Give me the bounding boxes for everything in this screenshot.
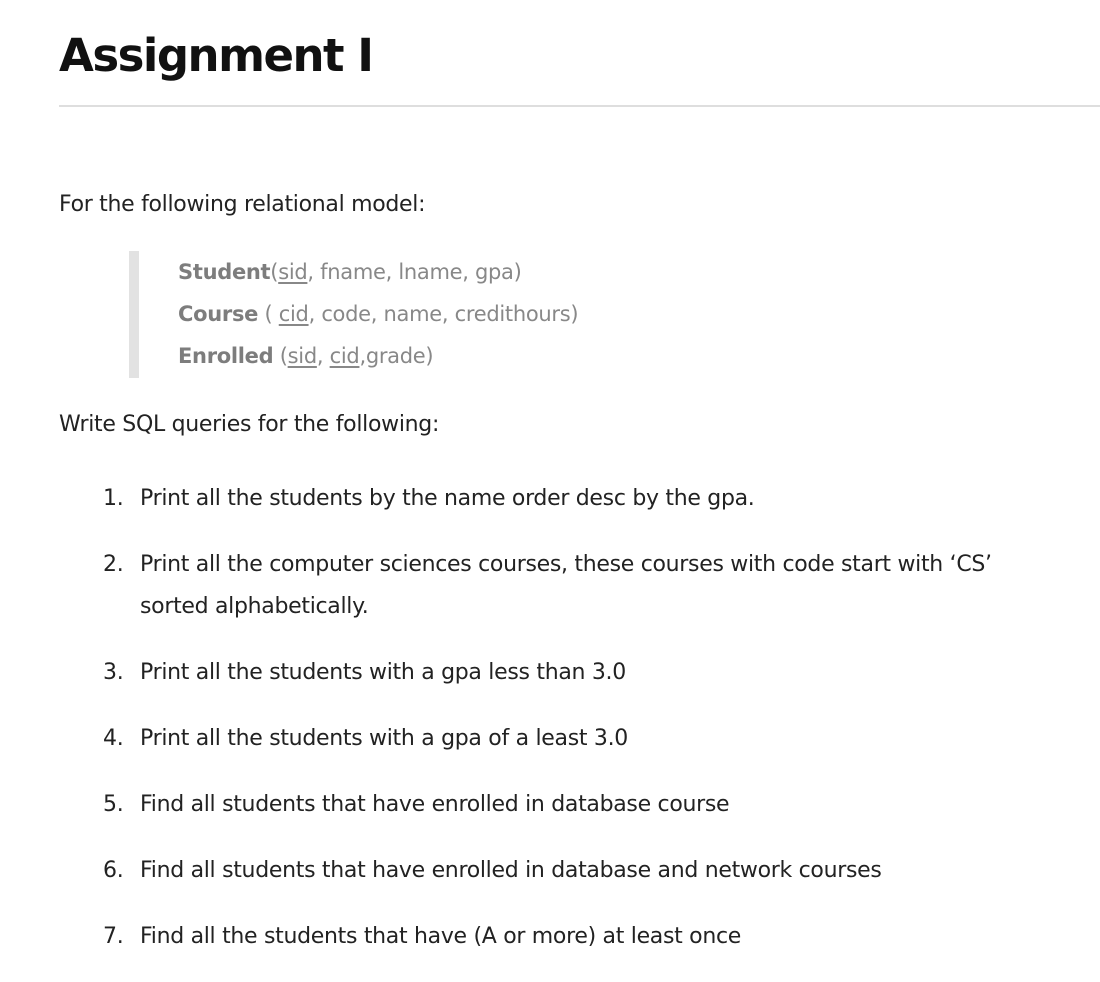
item-number: 6.: [103, 858, 124, 883]
relation-attributes: , code, name, credithours): [308, 302, 579, 326]
item-number: 3.: [103, 660, 124, 685]
key-separator: ,: [316, 344, 330, 368]
item-text: Print all the computer sciences courses, these courses with code start with ‘CS’ sorted alphabetically.: [140, 552, 992, 619]
relation-course: [178, 299, 578, 329]
question-list: [103, 478, 1053, 982]
list-item: [103, 850, 1053, 892]
relation-attributes: , fname, lname, gpa): [307, 260, 522, 284]
primary-key: sid: [278, 260, 308, 284]
item-text: Find all students that have enrolled in database course: [140, 792, 730, 817]
relation-open: (: [258, 302, 279, 326]
list-item: [103, 544, 1053, 628]
list-item: [103, 784, 1053, 826]
intro-text: For the following relational model:: [59, 192, 426, 217]
relation-name: Student: [178, 260, 271, 284]
item-text: Find all the students that have (A or more) at least once: [140, 924, 741, 949]
item-number: 4.: [103, 726, 124, 751]
item-number: 2.: [103, 552, 124, 577]
relation-attributes: ,grade): [359, 344, 434, 368]
item-number: 7.: [103, 924, 124, 949]
item-text: Print all the students with a gpa less than 3.0: [140, 660, 626, 685]
relation-student: [178, 257, 522, 287]
list-item: [103, 478, 1053, 520]
relation-open: (: [273, 344, 288, 368]
relational-model-blockquote: [129, 251, 829, 378]
list-item: [103, 652, 1053, 694]
relation-open: (: [270, 260, 279, 284]
title-divider: [59, 105, 1100, 107]
item-text: Print all the students by the name order desc by the gpa.: [140, 486, 755, 511]
relation-enrolled: [178, 341, 433, 371]
prompt-text: Write SQL queries for the following:: [59, 412, 440, 437]
item-number: 1.: [103, 486, 124, 511]
item-text: Print all the students with a gpa of a least 3.0: [140, 726, 628, 751]
primary-key: sid: [287, 344, 317, 368]
relation-name: Course: [178, 302, 259, 326]
relation-name: Enrolled: [178, 344, 274, 368]
item-text: Find all students that have enrolled in database and network courses: [140, 858, 882, 883]
item-number: 5.: [103, 792, 124, 817]
page-title: Assignment I: [59, 29, 373, 82]
list-item: [103, 916, 1053, 958]
primary-key: cid: [278, 302, 309, 326]
list-item: [103, 718, 1053, 760]
primary-key: cid: [329, 344, 360, 368]
